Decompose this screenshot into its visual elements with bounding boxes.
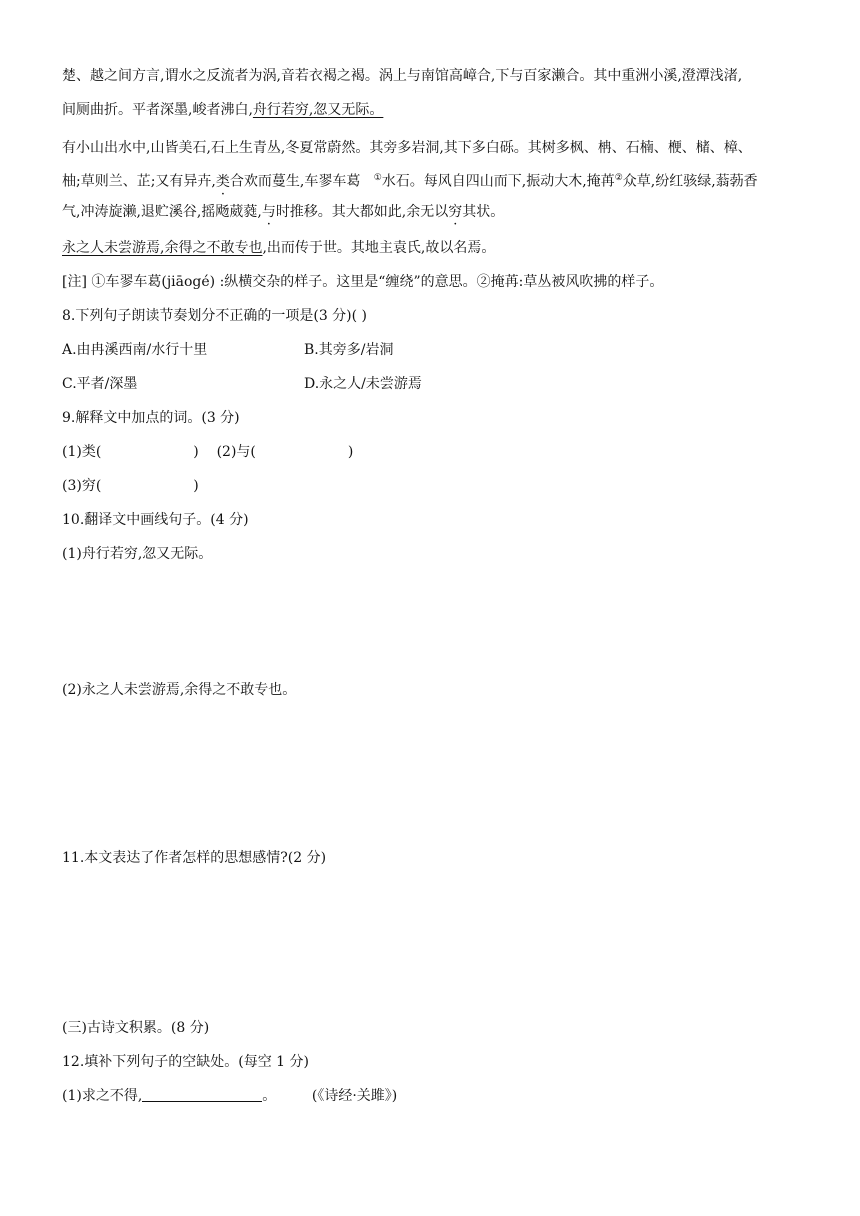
fill-in-blank[interactable] (142, 1087, 262, 1102)
passage-text: 水石。每风自四山而下,振动大木,掩苒 (381, 173, 615, 190)
question-9-row2 (62, 476, 199, 496)
fill-in-suffix: 。 (262, 1088, 277, 1104)
choice-c: C.平者/深墨 (62, 376, 138, 392)
answer-slot-label: (1)类( (62, 444, 102, 460)
choice-a: A.由冉溪西南/水行十里 (62, 342, 208, 358)
answer-slot-close: ) (347, 444, 354, 460)
passage-line: 楚、越之间方言,谓水之反流者为涡,音若衣褐之褐。涡上与南馆高嶂合,下与百家濑合。其中重洲小溪,澄潭浅渚, (62, 68, 743, 84)
poem-source: (《诗经·关雎》) (311, 1088, 398, 1104)
answer-slot-label: (2)与( (216, 444, 256, 460)
passage-text: 时推移。其大都如此,余无以 (275, 204, 449, 220)
passage-line (62, 100, 383, 120)
question-9-row1 (62, 442, 353, 462)
question-10-stem: 10.翻译文中画线句子。(4 分) (62, 512, 249, 528)
underlined-sentence: 永之人未尝游焉,余得之不敢专也 (62, 240, 263, 256)
passage-text: ,出而传于世。其地主袁氏,故以名焉。 (262, 240, 496, 256)
question-10-item2: (2)永之人未尝游焉,余得之不敢专也。 (62, 682, 297, 698)
choice-d: D.永之人/未尝游焉 (304, 376, 422, 392)
passage-text: 其状。 (462, 204, 505, 220)
passage-line (62, 168, 758, 192)
question-12-stem: 12.填补下列句子的空缺处。(每空 1 分) (62, 1054, 309, 1070)
passage-line: 有小山出水中,山皆美石,石上生青丛,冬夏常蔚然。其旁多岩洞,其下多白砾。其树多枫、柟、石楠、楩、槠、樟、 (62, 140, 752, 156)
question-10-item1: (1)舟行若穷,忽又无际。 (62, 546, 213, 562)
dotted-word: 穷 (448, 204, 463, 220)
dotted-word: 与 (261, 204, 276, 220)
question-8-stem: 8.下列句子朗读节奏划分不正确的一项是(3 分)( ) (62, 308, 368, 324)
passage-line (62, 202, 504, 222)
underlined-sentence: 舟行若穷,忽又无际。 (252, 102, 384, 118)
passage-text: 柚;草则兰、芷;又有异卉, (62, 173, 216, 190)
dotted-word: 类 (215, 173, 230, 190)
question-9-stem: 9.解释文中加点的词。(3 分) (62, 410, 240, 426)
annotation-note: [注] ①车翏车葛(jiāogé) :纵横交杂的样子。这里是“缠绕”的意思。②掩苒:草丛被风吹拂的样子。 (62, 274, 664, 290)
answer-slot-close: ) (193, 478, 199, 494)
question-12-item1 (62, 1086, 397, 1106)
choice-b: B.其旁多/岩洞 (304, 342, 394, 358)
passage-text: 合欢而蔓生,车翏车葛 (229, 173, 361, 190)
fill-in-prefix: (1)求之不得, (62, 1088, 143, 1104)
answer-slot-close: ) (193, 444, 199, 460)
passage-text: 气,冲涛旋濑,退贮溪谷,摇飏葳蕤, (62, 204, 262, 220)
passage-line (62, 238, 495, 258)
passage-text: 众草,纷红骇绿,蓊葧香 (622, 173, 758, 190)
section-3-title: (三)古诗文积累。(8 分) (62, 1020, 210, 1036)
answer-slot-label: (3)穷( (62, 478, 102, 494)
footnote-marker: ① (373, 173, 382, 183)
footnote-marker: ② (614, 173, 623, 183)
question-11-stem: 11.本文表达了作者怎样的思想感情?(2 分) (62, 850, 327, 866)
passage-text: 间厕曲折。平者深墨,峻者沸白, (62, 102, 253, 118)
